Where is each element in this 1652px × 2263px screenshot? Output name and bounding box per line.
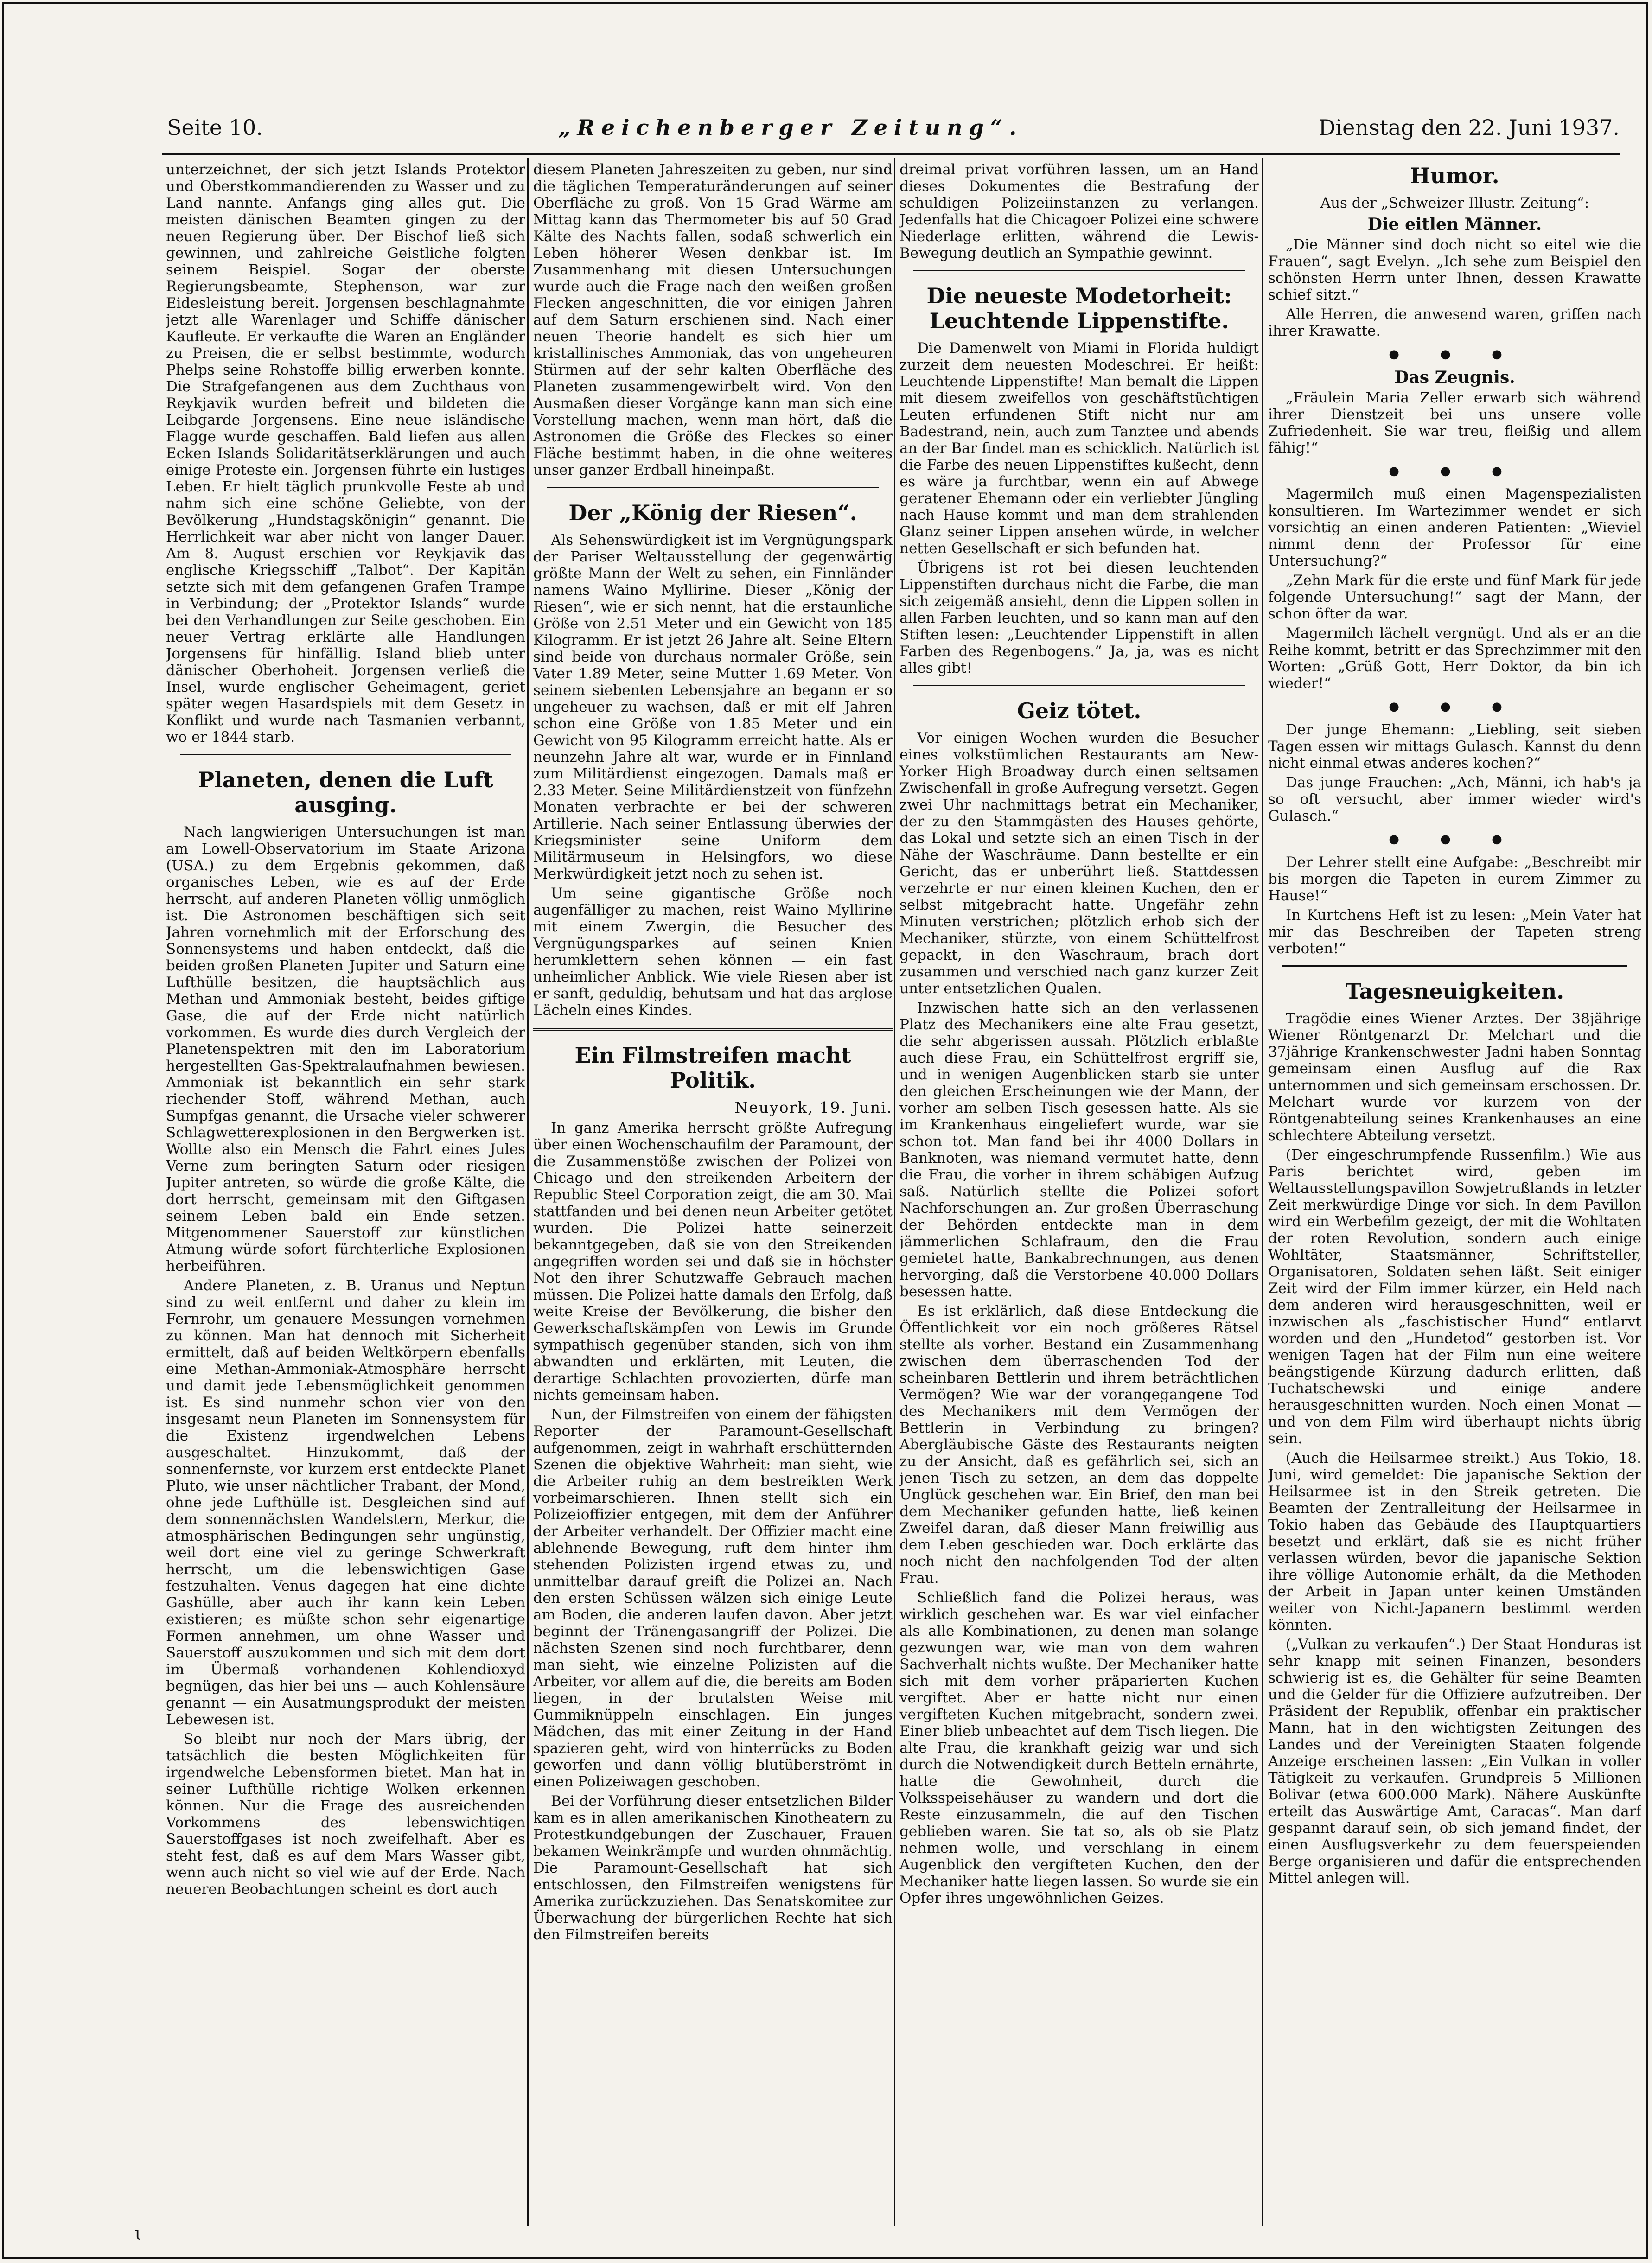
column-1 xyxy=(166,161,525,2155)
article-paragraph: „Die Männer sind doch nicht so eitel wie die Frauen“, sagt Evelyn. „Ich sehe zum Beispiel den schönsten Herrn unter Ihnen, dessen Krawatte schief sitzt.“ xyxy=(1268,236,1641,303)
article-paragraph: Um seine gigantische Größe noch augenfälliger zu machen, reist Waino Myllirine mit einem Zwergin, die Besucher des Vergnügungsparkes auf seinen Knien herumklettern sehen können — ein fast unheimlicher Anblick. Wie viele Riesen aber ist er sanft, geduldig, behutsam und hat das arglose Lächeln eines Kindes. xyxy=(533,885,893,1019)
header-rule xyxy=(162,153,1620,155)
article-paragraph: Der junge Ehemann: „Liebling, seit sieben Tagen essen wir mittags Gulasch. Kannst du denn nicht einmal etwas anderes kochen?“ xyxy=(1268,721,1641,771)
article-paragraph: Tragödie eines Wiener Arztes. Der 38jährige Wiener Röntgenarzt Dr. Melchart und die 37jährige Krankenschwester Jadni haben Sonntag gemeinsam einen Ausflug auf die Rax unternommen und sich gemeinsam erschossen. Dr. Melchart wurde vor kurzem von der Röntgenabteilung seines Krankenhauses an eine schlechtere Abteilung versetzt. xyxy=(1268,1010,1641,1144)
article-paragraph: Der Lehrer stellt eine Aufgabe: „Beschreibt mir bis morgen die Tapeten in eurem Zimmer zu Hause!“ xyxy=(1268,854,1641,904)
article-paragraph: Übrigens ist rot bei diesen leuchtenden Lippenstiften durchaus nicht die Farbe, die man sich zeigemäß ansieht, denn die Lippen sollen in allen Farben leuchten, und so kann man auf den Stiften lesen: „Leuchtender Lippenstift in allen Farben des Regenbogens.“ Ja, ja, was es nicht alles gibt! xyxy=(899,560,1259,676)
column-rule xyxy=(527,158,529,2226)
article-paragraph: Andere Planeten, z. B. Uranus und Neptun sind zu weit entfernt und daher zu klein im Fernrohr, um genauere Messungen vornehmen zu können. Man hat dennoch mit Sicherheit ermittelt, daß auf beiden Weltkörpern ebenfalls eine Methan-Ammoniak-Atmosphäre herrscht und damit jede Lebensmöglichkeit genommen ist. Es sind nunmehr schon vier von den insgesamt neun Planeten im Sonnensystem für die Existenz irgendwelchen Lebens ausgeschaltet. Hinzukommt, daß der sonnenfernste, vor kurzem erst entdeckte Planet Pluto, wie unser nächtlicher Trabant, der Mond, ohne jede Lufthülle ist. Desgleichen sind auf dem sonnennächsten Wandelstern, Merkur, die atmosphärischen Bedingungen sehr ungünstig, weil dort eine viel zu geringe Schwerkraft herrscht, um die lebenswichtigen Gase festzuhalten. Venus dagegen hat eine dichte Gashülle, aber auch ihr kann kein Leben existieren; es müßte schon sehr eigenartige Formen annehmen, um ohne Wasser und Sauerstoff auszukommen und sich mit dem dort im Übermaß vorhandenen Kohlendioxyd begnügen, das hier bei uns — auch Kohlensäure genannt — ein Ausatmungsprodukt der meisten Lebewesen ist. xyxy=(166,1277,525,1728)
dateline: Neuyork, 19. Juni. xyxy=(734,1098,893,1116)
article-paragraph: Nach langwierigen Untersuchungen ist man am Lowell-Observatorium im Staate Arizona (USA.) zu dem Ergebnis gekommen, daß organisches Leben, wie es auf der Erde herrscht, auf anderen Planeten völlig unmöglich ist. Die Astronomen beschäftigen sich seit Jahren vornehmlich mit der Erforschung des Sonnensystems und haben entdeckt, daß die beiden großen Planeten Jupiter und Saturn eine Lufthülle besitzen, die hauptsächlich aus Methan und Ammoniak besteht, beides giftige Gase, die auf der Erde nicht natürlich vorkommen. Es wurde dies durch Vergleich der Planetenspektren mit den im Laboratorium hergestellten Gas-Spektralaufnahmen bewiesen. Ammoniak ist bekanntlich ein sehr stark riechender Stoff, während Methan, auch Sumpfgas genannt, die Ursache vieler schwerer Schlagwetterexplosionen in den Bergwerken ist. Wollte also ein Mensch die Fahrt eines Jules Verne zum beringten Saturn oder riesigen Jupiter antreten, so würde die große Kälte, die dort herrscht, gemeinsam mit den Giftgasen seinem Leben bald ein Ende setzen. Mitgenommener Sauerstoff zur künstlichen Atmung würde sofort fürchterliche Explosionen herbeiführen. xyxy=(166,824,525,1275)
headline-tagesneuigkeiten: Tagesneuigkeiten. xyxy=(1345,979,1564,1004)
article-paragraph: (Auch die Heilsarmee streikt.) Aus Tokio, 18. Juni, wird gemeldet: Die japanische Sektion der Heilsarmee ist in den Streik getreten. Die Beamten der Zentralleitung der Heilsarmee in Tokio haben das Gebäude des Hauptquartiers besetzt und erklärt, daß sie es nicht früher verlassen würden, bevor die japanische Sektion ihre völlige Autonomie erhält, da die Methoden der Arbeit in Japan unter keinen Umständen weiter von Nicht-Japanern bestimmt werden könnten. xyxy=(1268,1450,1641,1633)
divider xyxy=(1282,965,1627,967)
article-paragraph: Als Sehenswürdigkeit ist im Vergnügungspark der Pariser Weltausstellung der gegenwärtig größte Mann der Welt zu sehen, ein Finnländer namens Waino Myllirine. Dieser „König der Riesen“, wie er sich nennt, hat die erstaunliche Größe von 2.51 Meter und ein Gewicht von 185 Kilogramm. Er ist jetzt 26 Jahre alt. Seine Eltern sind beide von durchaus normaler Größe, sein Vater 1.89 Meter, seine Mutter 1.69 Meter. Von seinem siebenten Lebensjahre an begann er so ungeheuer zu wachsen, daß er mit elf Jahren schon eine Größe von 1.85 Meter und ein Gewicht von 95 Kilogramm erreicht hatte. Als er neunzehn Jahre alt war, wurde er in Finnland zum Militärdienst eingezogen. Damals maß er 2.33 Meter. Seine Militärdienstzeit von fünfzehn Monaten verbrachte er bei der schweren Artillerie. Nach seiner Entlassung überwies der Kriegsminister seine Uniform dem Militärmuseum in Helsingfors, wo diese Merkwürdigkeit jetzt noch zu sehen ist. xyxy=(533,532,893,882)
article-paragraph: diesem Planeten Jahreszeiten zu geben, nur sind die täglichen Temperaturänderungen auf seiner Oberfläche zu groß. Von 15 Grad Wärme am Mittag kann das Thermometer bis auf 50 Grad Kälte des Nachts fallen, sodaß schwerlich ein Leben höherer Wesen denkbar ist. Im Zusammenhang mit diesen Untersuchungen wurde auch die Frage nach den weißen großen Flecken angeschnitten, die vor einigen Jahren auf dem Saturn erschienen sind. Nach einer neuen Theorie handelt es sich hier um kristallinisches Ammoniak, das von ungeheuren Stürmen auf der sehr kalten Oberfläche des Planeten zusammengewirbelt wird. Von den Ausmaßen dieser Vorgänge kann man sich eine Vorstellung machen, wenn man hört, daß die Astronomen die Größe des Fleckes so einer Fläche bestimmt haben, in die ohne weiteres unser ganzer Erdball hineinpaßt. xyxy=(533,161,893,478)
star-separator: ● ● ● xyxy=(1389,832,1521,846)
subhead-zeugnis: Das Zeugnis. xyxy=(1394,368,1515,387)
article-paragraph: Nun, der Filmstreifen von einem der fähigsten Reporter der Paramount-Gesellschaft aufgenommen, zeigt in wahrhaft erschütternden Szenen die objektive Wahrheit: man sieht, wie die Arbeiter ruhig an dem bestreikten Werk vorbeimarschieren. Ihnen stellt sich ein Polizeioffizier entgegen, mit dem der Anführer der Arbeiter verhandelt. Der Offizier macht eine ablehnende Bewegung, ruft dem hinter ihm stehenden Polizisten irgend etwas zu, und unmittelbar darauf greift die Polizei an. Nach den ersten Schüssen wälzen sich einige Leute am Boden, die anderen laufen davon. Aber jetzt beginnt der Tränengasangriff der Polizei. Die nächsten Szenen sind noch furchtbarer, denn man sieht, wie einzelne Polizisten auf die Arbeiter, vor allem auf die, die bereits am Boden liegen, in der brutalsten Weise mit Gummiknüppeln einschlagen. Ein junges Mädchen, das mit einer Zeitung in der Hand spazieren geht, wird von hinterrücks zu Boden geworfen und dann völlig blutüberströmt in einen Polizeiwagen geschoben. xyxy=(533,1406,893,1790)
column-3 xyxy=(899,161,1259,2220)
source-line: Aus der „Schweizer Illustr. Zeitung“: xyxy=(1320,195,1589,211)
issue-date: Dienstag den 22. Juni 1937. xyxy=(1318,115,1620,140)
page-header xyxy=(167,115,1620,152)
headline-planeten: Planeten, denen die Luft ausging. xyxy=(198,767,493,817)
article-paragraph: Schließlich fand die Polizei heraus, was wirklich geschehen war. Es war viel einfacher als alle Kombinationen, zu denen man solange gezwungen war, wie man von dem wahren Sachverhalt nichts wußte. Der Mechaniker hatte sich mit dem vorher präparierten Kuchen vergiftet. Aber er hatte nicht nur einen vergifteten Kuchen mitgebracht, sondern zwei. Einer blieb unbeachtet auf dem Tisch liegen. Die alte Frau, die krankhaft geizig war und sich durch die Notwendigkeit durch Betteln ernährte, hatte die Gewohnheit, durch die Volksspeisehäuser zu wandern und dort die Reste einzusammeln, die auf den Tischen geblieben waren. Sie tat so, als ob sie Platz nehmen wolle, und verschlang in einem Augenblick den vergifteten Kuchen, den der Mechaniker hatte liegen lassen. So wurde sie ein Opfer ihres ungewöhnlichen Geizes. xyxy=(899,1589,1259,1906)
headline-filmstreifen: Ein Filmstreifen macht Politik. xyxy=(574,1043,851,1093)
star-separator: ● ● ● xyxy=(1389,464,1521,478)
article-paragraph: Vor einigen Wochen wurden die Besucher eines volkstümlichen Restaurants am New-Yorker High Broadway durch einen seltsamen Zwischenfall in große Aufregung versetzt. Gegen zwei Uhr nachmittags betrat ein Mechaniker, der zu den Stammgästen des Hauses gehörte, das Lokal und setzte sich an einen Tisch in der Nähe der Waschräume. Dann bestellte er ein Gericht, das er unberührt ließ. Stattdessen verzehrte er nur einen kleinen Kuchen, den er selbst mitgebracht hatte. Ungefähr zehn Minuten verstrichen; plötzlich erhob sich der Mechaniker, stürzte, von einem Schüttelfrost gepackt, in den Waschraum, brach dort zusammen und verschied nach ganz kurzer Zeit unter entsetzlichen Qualen. xyxy=(899,730,1259,997)
page-number: Seite 10. xyxy=(167,115,263,140)
article-paragraph: Alle Herren, die anwesend waren, griffen nach ihrer Krawatte. xyxy=(1268,306,1641,339)
star-separator: ● ● ● xyxy=(1389,347,1521,361)
article-paragraph: In Kurtchens Heft ist zu lesen: „Mein Vater hat mir das Beschreiben der Tapeten streng verboten!“ xyxy=(1268,907,1641,957)
article-paragraph: unterzeichnet, der sich jetzt Islands Protektor und Oberstkommandierenden zu Wasser und zu Land nannte. Anfangs ging alles gut. Die meisten dänischen Beamten gingen zu der neuen Regierung über. Der Bischof ließ sich gewinnen, und zahlreiche Geistliche folgten seinem Beispiel. Sogar der oberste Regierungsbeamte, Stephenson, war zur Eidesleistung bereit. Jorgensen beschlagnahmte jetzt alle Warenlager und Schiffe dänischer Kaufleute. Er verkaufte die Waren an Engländer zu Preisen, die er selbst bestimmte, wodurch Phelps seine Rohstoffe billig erwerben konnte. Die Strafgefangenen aus dem Zuchthaus von Reykjavik wurden befreit und bildeten die Leibgarde Jorgensens. Eine neue isländische Flagge wurde geschaffen. Bald liefen aus allen Ecken Islands Solidaritätserklärungen und auch einige Proteste ein. Jorgensen führte ein lustiges Leben. Er hielt täglich prunkvolle Feste ab und nahm sich eine schöne Geliebte, von der Bevölkerung „Hundstagskönigin“ genannt. Die Herrlichkeit war aber nicht von langer Dauer. Am 8. August erschien vor Reykjavik das englische Kriegsschiff „Talbot“. Der Kapitän setzte sich mit dem gefangenen Grafen Trampe in Verbindung; der „Protektor Islands“ wurde bei den Verhandlungen zur Seite geschoben. Ein neuer Vertrag erklärte alle Handlungen Jorgensens für hinfällig. Island blieb unter dänischer Oberhoheit. Jorgensen verließ die Insel, wurde englischer Geheimagent, geriet später wegen Hasardspiels mit dem Gesetz in Konflikt und wurde nach Tasmanien verbannt, wo er 1844 starb. xyxy=(166,161,525,746)
article-paragraph: Inzwischen hatte sich an den verlassenen Platz des Mechanikers eine alte Frau gesetzt, die sehr abgerissen aussah. Plötzlich erblaßte auch diese Frau, ein Schüttelfrost ergriff sie, und in wenigen Augenblicken starb sie unter den gleichen Erscheinungen wie der Mann, der vorher am selben Tisch gesessen hatte. Als sie im Krankenhaus eingeliefert wurde, war sie schon tot. Man fand bei ihr 4000 Dollars in Banknoten, was niemand vermutet hatte, denn die Frau, die vorher in ihrem schäbigen Aufzug saß. Natürlich stellte die Polizei sofort Nachforschungen an. Zur großen Überraschung der Behörden entdeckte man in dem jämmerlichen Schlafraum, den die Frau gemietet hatte, Bankabrechnungen, aus denen hervorging, daß die Verstorbene 40.000 Dollars besessen hatte. xyxy=(899,1000,1259,1300)
article-paragraph: Magermilch muß einen Magenspezialisten konsultieren. Im Wartezimmer wendet er sich vorsichtig an einen anderen Patienten: „Wieviel nimmt denn der Professor für eine Untersuchung?“ xyxy=(1268,486,1641,569)
divider xyxy=(913,270,1245,271)
headline-geiz-toetet: Geiz tötet. xyxy=(1017,698,1142,723)
article-paragraph: Das junge Frauchen: „Ach, Männi, ich hab's ja so oft versucht, aber immer wieder wird's Gulasch.“ xyxy=(1268,774,1641,824)
headline-koenig-der-riesen: Der „König der Riesen“. xyxy=(568,500,857,525)
divider xyxy=(547,487,879,488)
article-paragraph: dreimal privat vorführen lassen, um an Hand dieses Dokumentes die Bestrafung der schuldigen Polizeiinstanzen zu verlangen. Jedenfalls hat die Chicagoer Polizei eine schwere Niederlage erlitten, während die Lewis-Bewegung deutlich an Sympathie gewinnt. xyxy=(899,161,1259,261)
article-paragraph: So bleibt nur noch der Mars übrig, der tatsächlich die besten Möglichkeiten für irgendwelche Lebensformen bietet. Man hat in seiner Lufthülle richtige Wolken erkennen können. Nur die Frage des ausreichenden Vorkommens des lebenswichtigen Sauerstoffgases ist noch zweifelhaft. Aber es steht fest, daß es auf dem Mars Wasser gibt, wenn auch nicht so viel wie auf der Erde. Nach neueren Beobachtungen scheint es dort auch xyxy=(166,1731,525,1898)
article-paragraph: Magermilch lächelt vergnügt. Und als er an die Reihe kommt, betritt er das Sprechzimmer mit den Worten: „Grüß Gott, Herr Doktor, da bin ich wieder!“ xyxy=(1268,625,1641,692)
article-paragraph: Die Damenwelt von Miami in Florida huldigt zurzeit dem neuesten Modeschrei. Er heißt: Leuchtende Lippenstifte! Man bemalt die Lippen mit diesem zweifellos von geschäftstüchtigen Leuten erfundenen Stift nicht nur am Badestrand, nein, auch zum Tanztee und abends an der Bar findet man es schicklich. Natürlich ist die Farbe des neuen Lippenstiftes kußecht, denn es wäre ja furchtbar, wenn ein auf Abwege geratener Ehemann oder ein verliebter Jüngling nach Hause kommt und man dem strahlenden Glanz seiner Lippen ansehen würde, in welcher netten Gesellschaft er sich befunden hat. xyxy=(899,340,1259,557)
column-4 xyxy=(1268,161,1641,2220)
margin-mark: ɩ xyxy=(134,2223,142,2244)
paper-title: „Reichenberger Zeitung“. xyxy=(558,115,1023,140)
column-rule xyxy=(1262,158,1263,2226)
headline-modetorheit: Die neueste Modetorheit: Leuchtende Lippenstifte. xyxy=(926,283,1232,333)
article-paragraph: (Der eingeschrumpfende Russenfilm.) Wie aus Paris berichtet wird, geben im Weltausstellungspavillon Sowjetrußlands in letzter Zeit merkwürdige Dinge vor sich. In dem Pavillon wird ein Werbefilm gezeigt, der mit die Wohltaten der roten Revolution, sondern auch einige Wohltäter, Staatsmänner, Schriftsteller, Organisatoren, Soldaten sehen läßt. Seit einiger Zeit wird der Film immer kürzer, ein Held nach dem anderen wird herausgeschnitten, weil er inzwischen als „faschistischer Hund“ entlarvt worden und den „Hundetod“ gestorben ist. Vor wenigen Tagen hat der Film nun eine weitere beängstigende Kürzung dadurch erlitten, daß Tuchatschewski und einige andere herausgeschnitten wurden. Noch einen Monat — und von dem Film wird überhaupt nichts übrig sein. xyxy=(1268,1147,1641,1447)
article-paragraph: „Fräulein Maria Zeller erwarb sich während ihrer Dienstzeit bei uns unsere volle Zufriedenheit. Sie war treu, fleißig und allem fähig!“ xyxy=(1268,389,1641,456)
subhead-eitle-maenner: Die eitlen Männer. xyxy=(1367,215,1542,234)
column-2 xyxy=(533,161,893,2220)
article-paragraph: „Zehn Mark für die erste und fünf Mark für jede folgende Untersuchung!“ sagt der Mann, der schon öfter da war. xyxy=(1268,572,1641,622)
column-rule xyxy=(894,158,895,2226)
headline-humor: Humor. xyxy=(1410,163,1499,188)
article-paragraph: („Vulkan zu verkaufen“.) Der Staat Honduras ist sehr knapp mit seinen Finanzen, besonders schwierig ist es, die Gehälter für seine Beamten und die Gelder für die Offiziere aufzutreiben. Der Präsident der Republik, offenbar ein praktischer Mann, hat in den wichtigsten Zeitungen des Landes und der Vereinigten Staaten folgende Anzeige erscheinen lassen: „Ein Vulkan in voller Tätigkeit zu verkaufen. Grundpreis 5 Millionen Bolivar (etwa 600.000 Mark). Nähere Auskünfte erteilt das Auswärtige Amt, Caracas“. Man darf gespannt darauf sein, ob sich jemand findet, der einen Ausflugsverkehr zu dem feuerspeienden Berge organisieren und dafür die entsprechenden Mittel anlegen will. xyxy=(1268,1636,1641,1887)
article-paragraph: In ganz Amerika herrscht größte Aufregung über einen Wochenschaufilm der Paramount, der die Zusammenstöße zwischen der Polizei von Chicago und den streikenden Arbeitern der Republic Steel Corporation zeigt, die am 30. Mai stattfanden und bei denen neun Arbeiter getötet wurden. Die Polizei hatte seinerzeit bekanntgegeben, daß sie von den Streikenden angegriffen worden sei und daß sie in höchster Not den ihrer Schutzwaffe Gebrauch machen müssen. Die Polizei hatte damals den Erfolg, daß weite Kreise der Bevölkerung, die bisher den Gewerkschaftskämpfen von Lewis im Grunde sympathisch gegenüber standen, sich von ihm abwandten und erklärten, mit Leuten, die derartige Schlachten provozierten, dürfe man nichts gemeinsam haben. xyxy=(533,1120,893,1403)
double-divider xyxy=(533,1028,893,1031)
divider xyxy=(913,685,1245,686)
article-paragraph: Bei der Vorführung dieser entsetzlichen Bilder kam es in allen amerikanischen Kinotheatern zu Protestkundgebungen der Zuschauer, Frauen bekamen Weinkrämpfe und wurden ohnmächtig. Die Paramount-Gesellschaft hat sich entschlossen, den Filmstreifen wenigstens für Amerika zurückzuziehen. Das Senatskomitee zur Überwachung der bürgerlichen Rechte hat sich den Filmstreifen bereits xyxy=(533,1793,893,1943)
article-paragraph: Es ist erklärlich, daß diese Entdeckung die Öffentlichkeit vor ein noch größeres Rätsel stellte als vorher. Bestand ein Zusammenhang zwischen dem überraschenden Tod der scheinbaren Bettlerin und ihrem beträchtlichen Vermögen? Wie war der vorangegangene Tod des Mechanikers mit dem Vermögen der Bettlerin in Verbindung zu bringen? Abergläubische Gäste des Restaurants neigten zu der Ansicht, daß es gefährlich sei, sich an jenen Tisch zu setzen, an dem das doppelte Unglück geschehen war. Ein Brief, den man bei dem Mechaniker gefunden hatte, ließ keinen Zweifel daran, daß dieser Mann freiwillig aus dem Leben geschieden war. Doch erklärte das noch nicht den nachfolgenden Tod der alten Frau. xyxy=(899,1303,1259,1587)
star-separator: ● ● ● xyxy=(1389,700,1521,714)
divider xyxy=(180,754,511,755)
